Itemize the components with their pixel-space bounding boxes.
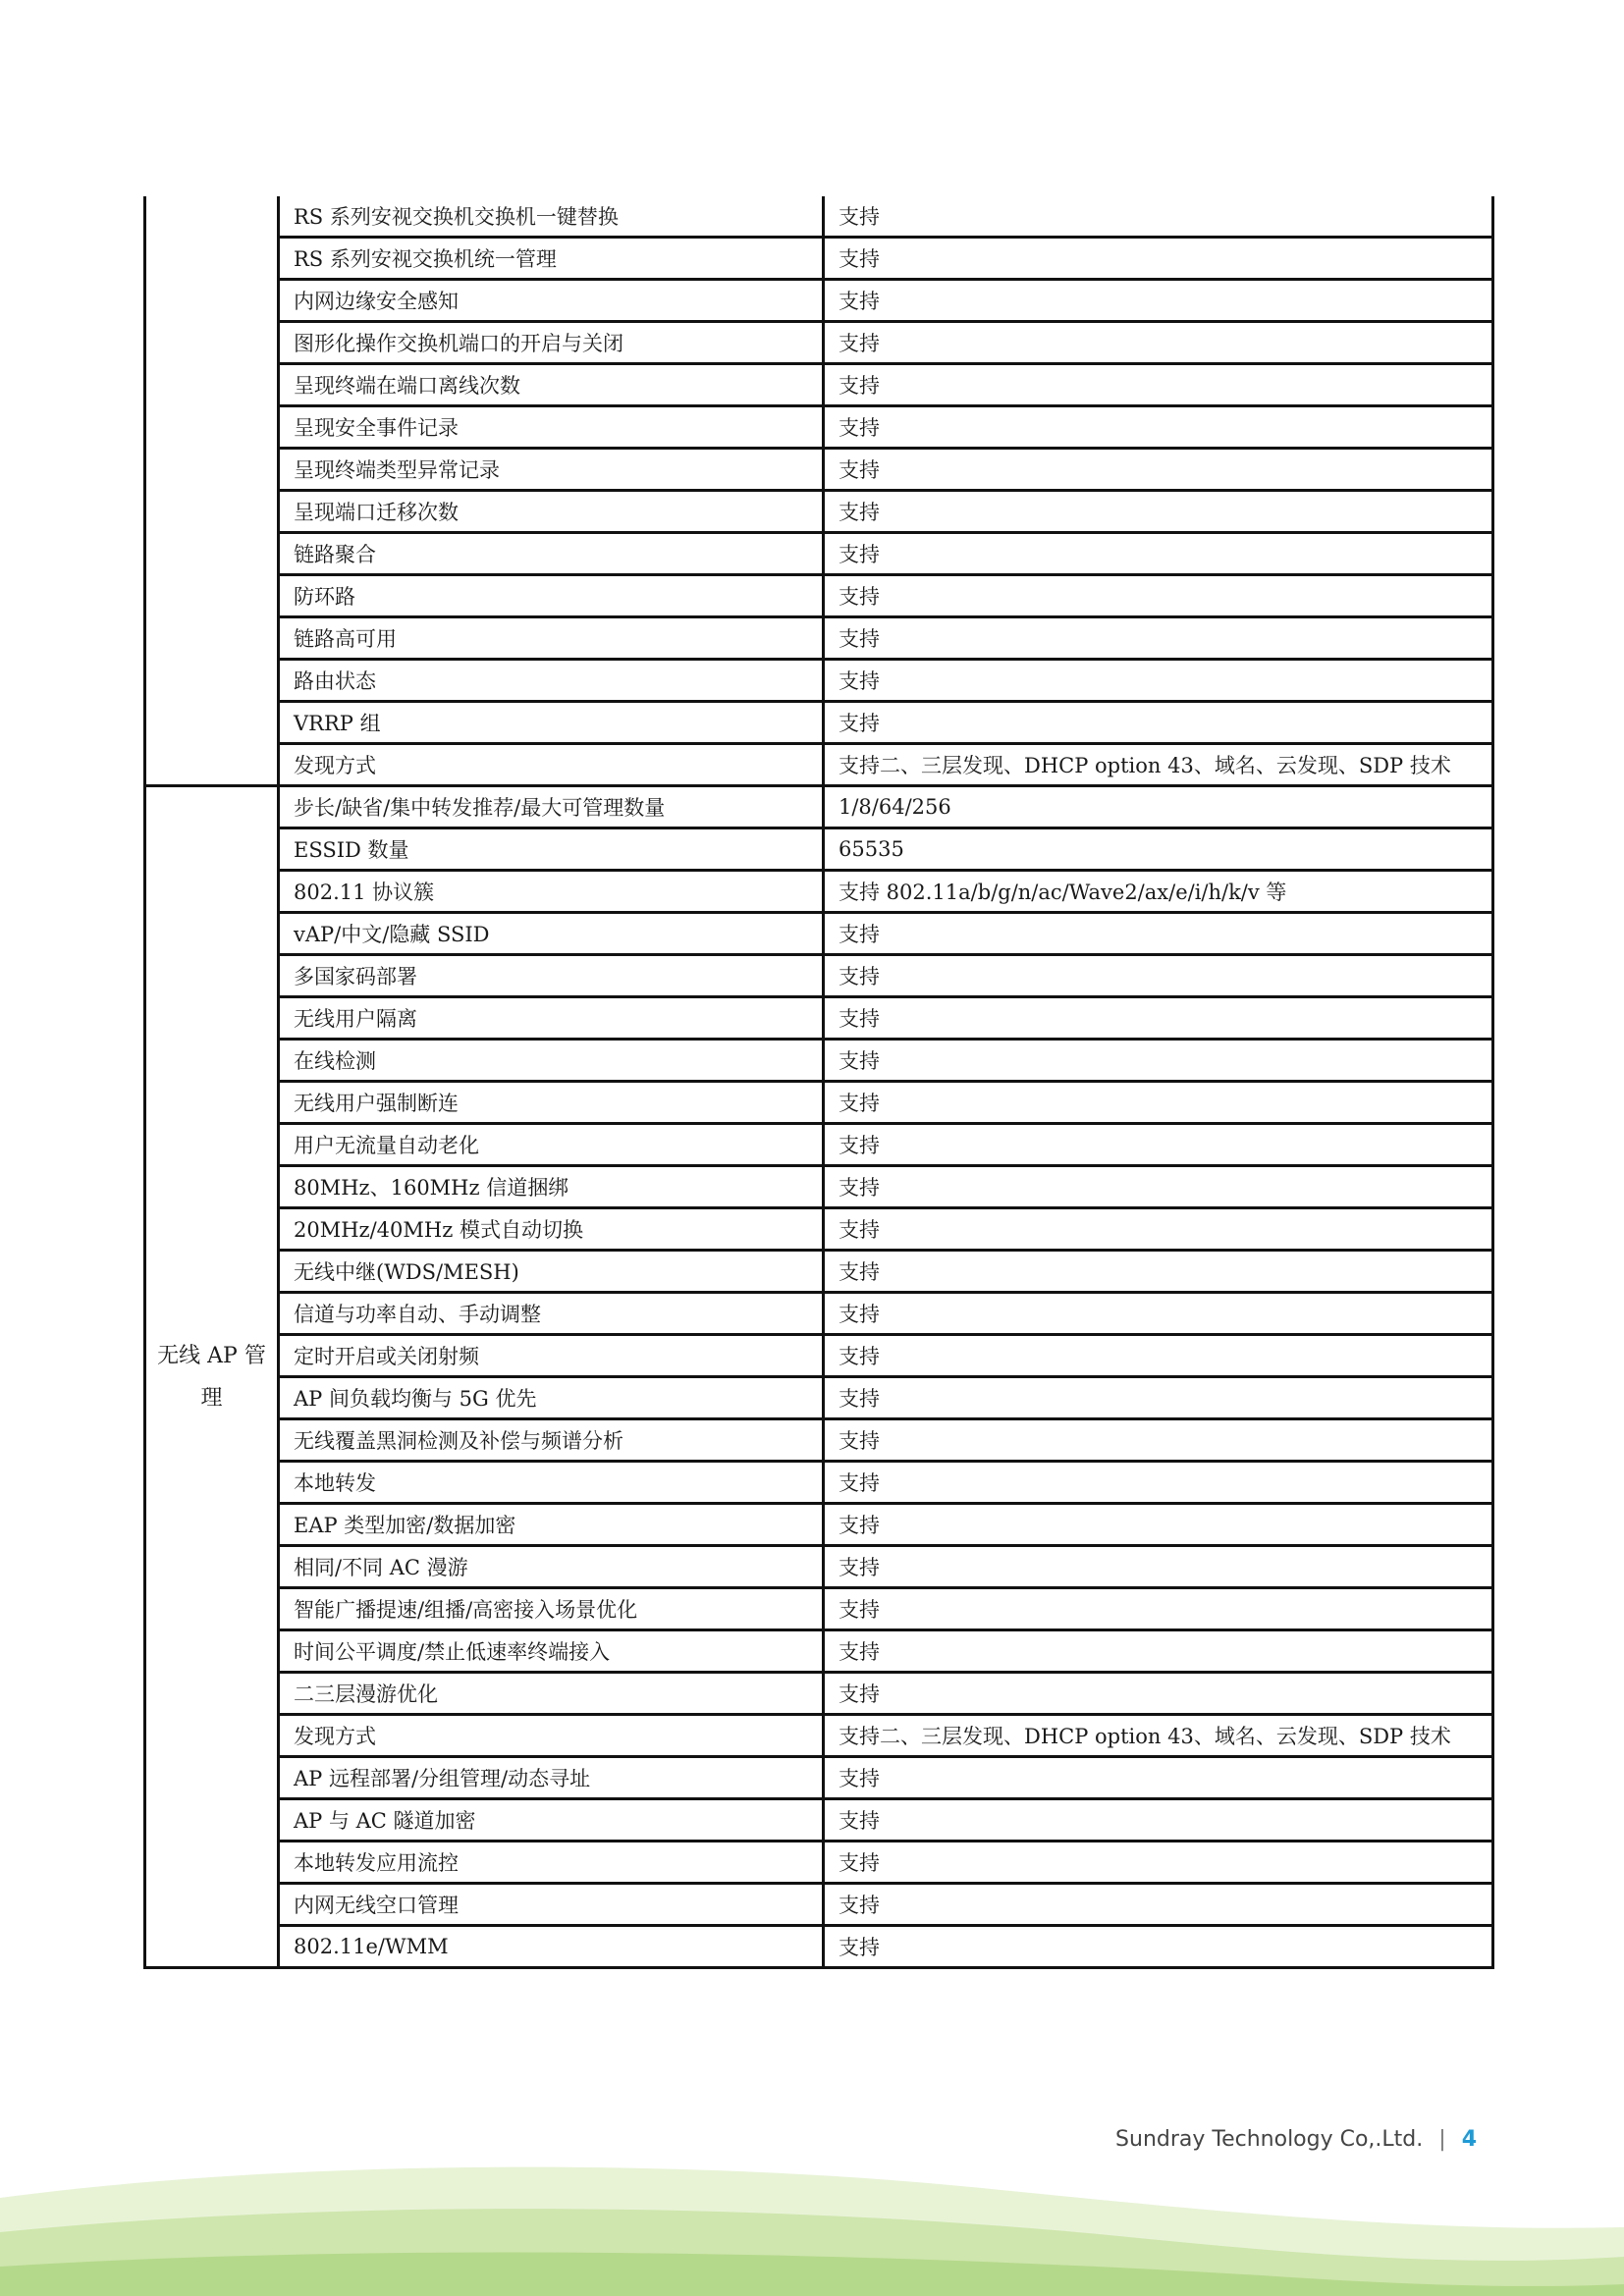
table-row [145, 196, 1493, 238]
table-row [145, 449, 1493, 491]
table-row [145, 913, 1493, 955]
table-row [145, 280, 1493, 322]
value-cell: 支持 [824, 1040, 1493, 1082]
feature-cell: AP 与 AC 隧道加密 [279, 1799, 824, 1842]
table-row [145, 1630, 1493, 1673]
table-row [145, 1462, 1493, 1504]
value-cell: 支持 [824, 280, 1493, 322]
value-cell: 支持 [824, 1546, 1493, 1588]
table-row [145, 1377, 1493, 1419]
table-row [145, 533, 1493, 575]
table-row [145, 1504, 1493, 1546]
feature-cell: 发现方式 [279, 1715, 824, 1757]
feature-cell: 无线中继(WDS/MESH) [279, 1251, 824, 1293]
category-cell: 无线 AP 管理 [145, 786, 279, 1968]
table-row [145, 1166, 1493, 1208]
value-cell: 支持 [824, 533, 1493, 575]
value-cell: 支持 [824, 1462, 1493, 1504]
feature-cell: 无线用户隔离 [279, 997, 824, 1040]
table-row [145, 1715, 1493, 1757]
table-row [145, 1799, 1493, 1842]
feature-cell: 呈现终端在端口离线次数 [279, 364, 824, 406]
feature-cell: 在线检测 [279, 1040, 824, 1082]
value-cell: 支持 [824, 617, 1493, 660]
value-cell: 支持 [824, 1926, 1493, 1968]
value-cell: 支持 [824, 1799, 1493, 1842]
table-row [145, 1208, 1493, 1251]
feature-cell: AP 间负载均衡与 5G 优先 [279, 1377, 824, 1419]
feature-cell: 时间公平调度/禁止低速率终端接入 [279, 1630, 824, 1673]
table-row [145, 786, 1493, 828]
value-cell: 支持 [824, 955, 1493, 997]
table-row [145, 744, 1493, 786]
value-cell: 支持二、三层发现、DHCP option 43、域名、云发现、SDP 技术 [824, 1715, 1493, 1757]
table-row [145, 1124, 1493, 1166]
feature-cell: 无线覆盖黑洞检测及补偿与频谱分析 [279, 1419, 824, 1462]
feature-cell: 信道与功率自动、手动调整 [279, 1293, 824, 1335]
value-cell: 支持 [824, 1251, 1493, 1293]
feature-cell: 无线用户强制断连 [279, 1082, 824, 1124]
feature-cell: 二三层漫游优化 [279, 1673, 824, 1715]
table-row [145, 955, 1493, 997]
feature-cell: 多国家码部署 [279, 955, 824, 997]
table-row [145, 1040, 1493, 1082]
value-cell: 支持 [824, 913, 1493, 955]
table-row [145, 1293, 1493, 1335]
value-cell: 支持 [824, 1082, 1493, 1124]
value-cell: 支持 [824, 1884, 1493, 1926]
feature-cell: 呈现端口迁移次数 [279, 491, 824, 533]
value-cell: 支持 [824, 238, 1493, 280]
value-cell: 65535 [824, 828, 1493, 871]
feature-cell: 防环路 [279, 575, 824, 617]
table-row [145, 1082, 1493, 1124]
feature-cell: 本地转发应用流控 [279, 1842, 824, 1884]
value-cell: 支持 [824, 364, 1493, 406]
table-row [145, 997, 1493, 1040]
table-row [145, 1588, 1493, 1630]
feature-cell: ESSID 数量 [279, 828, 824, 871]
feature-cell: 呈现安全事件记录 [279, 406, 824, 449]
table-row [145, 575, 1493, 617]
value-cell: 支持 802.11a/b/g/n/ac/Wave2/ax/e/i/h/k/v 等 [824, 871, 1493, 913]
company-name: Sundray Technology Co,.Ltd. [1115, 2127, 1424, 2152]
value-cell: 支持 [824, 1124, 1493, 1166]
feature-cell: 20MHz/40MHz 模式自动切换 [279, 1208, 824, 1251]
decorative-green-wave [0, 2159, 1624, 2296]
table-row [145, 871, 1493, 913]
table-row [145, 1884, 1493, 1926]
value-cell: 支持二、三层发现、DHCP option 43、域名、云发现、SDP 技术 [824, 744, 1493, 786]
spec-table [143, 196, 1494, 1969]
feature-cell: 802.11 协议簇 [279, 871, 824, 913]
value-cell: 支持 [824, 196, 1493, 238]
feature-cell: RS 系列安视交换机统一管理 [279, 238, 824, 280]
table-row [145, 1673, 1493, 1715]
feature-cell: 链路聚合 [279, 533, 824, 575]
value-cell: 支持 [824, 1588, 1493, 1630]
table-row [145, 702, 1493, 744]
table-row [145, 1757, 1493, 1799]
feature-cell: 呈现终端类型异常记录 [279, 449, 824, 491]
value-cell: 支持 [824, 1419, 1493, 1462]
value-cell: 支持 [824, 1504, 1493, 1546]
table-row [145, 364, 1493, 406]
value-cell: 支持 [824, 660, 1493, 702]
value-cell: 支持 [824, 1673, 1493, 1715]
feature-cell: 用户无流量自动老化 [279, 1124, 824, 1166]
feature-cell: EAP 类型加密/数据加密 [279, 1504, 824, 1546]
feature-cell: 步长/缺省/集中转发推荐/最大可管理数量 [279, 786, 824, 828]
table-row [145, 1419, 1493, 1462]
table-row [145, 1842, 1493, 1884]
value-cell: 支持 [824, 1842, 1493, 1884]
value-cell: 支持 [824, 1377, 1493, 1419]
value-cell: 支持 [824, 1630, 1493, 1673]
feature-cell: 802.11e/WMM [279, 1926, 824, 1968]
feature-cell: 内网无线空口管理 [279, 1884, 824, 1926]
feature-cell: 路由状态 [279, 660, 824, 702]
table-row [145, 660, 1493, 702]
value-cell: 支持 [824, 1335, 1493, 1377]
table-row [145, 617, 1493, 660]
table-row [145, 406, 1493, 449]
table-row [145, 1546, 1493, 1588]
feature-cell: 图形化操作交换机端口的开启与关闭 [279, 322, 824, 364]
table-row [145, 491, 1493, 533]
feature-cell: RS 系列安视交换机交换机一键替换 [279, 196, 824, 238]
value-cell: 支持 [824, 1166, 1493, 1208]
feature-cell: 相同/不同 AC 漫游 [279, 1546, 824, 1588]
table-row [145, 238, 1493, 280]
feature-cell: 智能广播提速/组播/高密接入场景优化 [279, 1588, 824, 1630]
value-cell: 支持 [824, 1757, 1493, 1799]
value-cell: 支持 [824, 406, 1493, 449]
table-row [145, 1251, 1493, 1293]
feature-cell: 定时开启或关闭射频 [279, 1335, 824, 1377]
table-row [145, 828, 1493, 871]
table-row [145, 1926, 1493, 1968]
feature-cell: 链路高可用 [279, 617, 824, 660]
feature-cell: VRRP 组 [279, 702, 824, 744]
page-footer [1115, 2127, 1477, 2152]
value-cell: 支持 [824, 491, 1493, 533]
value-cell: 支持 [824, 322, 1493, 364]
value-cell: 支持 [824, 1293, 1493, 1335]
value-cell: 支持 [824, 1208, 1493, 1251]
feature-cell: AP 远程部署/分组管理/动态寻址 [279, 1757, 824, 1799]
feature-cell: 80MHz、160MHz 信道捆绑 [279, 1166, 824, 1208]
feature-cell: 本地转发 [279, 1462, 824, 1504]
page-number: 4 [1461, 2127, 1477, 2152]
footer-separator: | [1438, 2127, 1446, 2152]
table-row [145, 1335, 1493, 1377]
value-cell: 支持 [824, 449, 1493, 491]
table-row [145, 322, 1493, 364]
value-cell: 支持 [824, 997, 1493, 1040]
value-cell: 1/8/64/256 [824, 786, 1493, 828]
feature-cell: 发现方式 [279, 744, 824, 786]
value-cell: 支持 [824, 702, 1493, 744]
value-cell: 支持 [824, 575, 1493, 617]
category-cell [145, 196, 279, 786]
feature-cell: vAP/中文/隐藏 SSID [279, 913, 824, 955]
feature-cell: 内网边缘安全感知 [279, 280, 824, 322]
